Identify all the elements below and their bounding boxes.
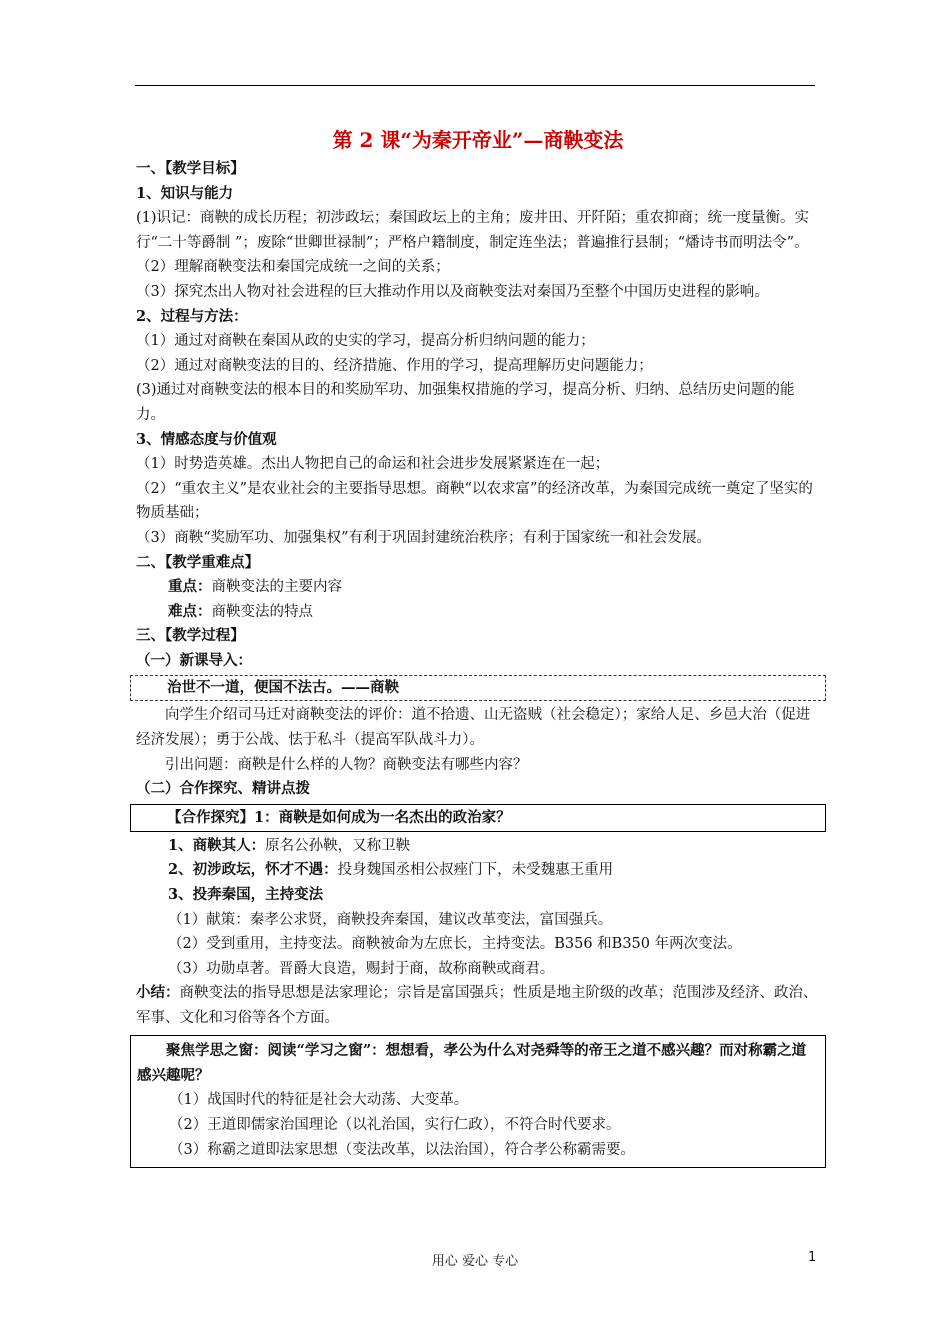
values-item-2: （2）“重农主义”是农业社会的主要指导思想。商鞅“以农求富”的经济改革，为秦国完成统一奠定了坚实的物质基础； <box>136 480 813 522</box>
key-point <box>136 575 820 600</box>
intro-paragraph: 向学生介绍司马迁对商鞅变法的评价：道不拾遗、山无盗贼（社会稳定）；家给人足、乡邑大治（促进经济发展）；勇于公战、怯于私斗（提高军队战斗力）。 <box>136 707 811 749</box>
section-process-heading: 三、【教学过程】 <box>136 627 245 645</box>
header-rule <box>135 85 815 86</box>
document-body <box>136 118 820 1170</box>
explore-heading: （二）合作探究、精讲点拨 <box>136 780 310 798</box>
intro-heading: （一）新课导入： <box>136 651 252 669</box>
difficult-point-label: 难点： <box>168 602 212 620</box>
explore-box <box>130 804 826 832</box>
knowledge-item-3: （3）探究杰出人物对社会进程的巨大推动作用以及商鞅变法对秦国乃至整个中国历史进程的影响。 <box>136 283 769 300</box>
process-item-1: （1）通过对商鞅在秦国从政的史实的学习，提高分析归纳问题的能力； <box>136 333 595 350</box>
lesson-title: 第 2 课“为秦开帝业”—商鞅变法 <box>332 128 624 152</box>
process-item-3: (3)通过对商鞅变法的根本目的和奖励军功、加强集权措施的学习，提高分析、归纳、总结历史问题的能力。 <box>136 382 795 423</box>
explore-sub-3: （3）功勋卓著。晋爵大良造，赐封于商，故称商鞅或商君。 <box>168 960 555 977</box>
focus-title: 聚焦学思之窗：阅读“学习之窗”：想想看，孝公为什么对尧舜等的帝王之道不感兴趣？而对称霸之道感兴趣呢？ <box>137 1041 807 1084</box>
explore-item-1-text: 原名公孙鞅，又称卫鞅 <box>265 837 411 854</box>
footer-motto: 用心 爱心 专心 <box>431 1254 519 1269</box>
knowledge-item-2: （2）理解商鞅变法和秦国完成统一之间的关系； <box>136 259 450 276</box>
focus-box <box>130 1035 826 1168</box>
focus-item-3: （3）称霸之道即法家思想（变法改革，以法治国），符合孝公称霸需要。 <box>169 1141 635 1158</box>
explore-item-2-text: 投身魏国丞相公叔痤门下，未受魏惠王重用 <box>337 862 614 879</box>
focus-item-1: （1）战国时代的特征是社会大动荡、大变革。 <box>169 1091 469 1108</box>
intro-question: 引出问题：商鞅是什么样的人物？商鞅变法有哪些内容？ <box>165 756 528 773</box>
process-item-2: （2）通过对商鞅变法的目的、经济措施、作用的学习，提高理解历史问题能力； <box>136 357 653 374</box>
summary <box>136 981 820 1030</box>
summary-text: 商鞅变法的指导思想是法家理论；宗旨是富国强兵；性质是地主阶级的改革；范围涉及经济、政治、军事、文化和习俗等各个方面。 <box>136 985 818 1026</box>
process-heading: 2、过程与方法： <box>136 307 248 325</box>
explore-item-1 <box>136 834 820 859</box>
intro-quote: 治世不一道，便国不法古。——商鞅 <box>167 679 399 697</box>
values-heading: 3、情感态度与价值观 <box>136 430 277 448</box>
difficult-point <box>136 600 820 625</box>
focus-item-2: （2）王道即儒家治国理论（以礼治国，实行仁政），不符合时代要求。 <box>169 1116 621 1133</box>
summary-label: 小结： <box>136 984 180 1002</box>
key-point-label: 重点： <box>168 578 212 596</box>
explore-item-1-label: 1、商鞅其人： <box>168 836 266 854</box>
difficult-point-text: 商鞅变法的特点 <box>211 603 313 620</box>
section-objectives-heading: 一、【教学目标】 <box>136 160 245 177</box>
explore-sub-1: （1）献策：秦孝公求贤，商鞅投奔秦国，建议改革变法，富国强兵。 <box>168 911 613 928</box>
explore-box-label: 【合作探究】 <box>167 808 254 826</box>
knowledge-item-1: (1)识记：商鞅的成长历程；初涉政坛；秦国政坛上的主角；废井田、开阡陌；重农抑商；统一度量衡。实行“二十等爵制 ”；废除“世卿世禄制”；严格户籍制度，制定连坐法；普遍推行县制；“燔诗书而明法令”。 <box>136 210 810 251</box>
section-keypoints-heading: 二、【教学重难点】 <box>136 553 260 571</box>
page-number: 1 <box>808 1250 817 1265</box>
explore-item-2 <box>136 858 820 883</box>
values-item-3: （3）商鞅“奖励军功、加强集权”有利于巩固封建统治秩序；有利于国家统一和社会发展。 <box>136 529 712 546</box>
explore-sub-2: （2）受到重用，主持变法。商鞅被命为左庶长，主持变法。B356 和B350 年两次变法。 <box>168 936 742 953</box>
explore-item-3: 3、投奔秦国，主持变法 <box>168 886 324 904</box>
explore-item-2-label: 2、初涉政坛，怀才不遇： <box>168 861 338 879</box>
explore-box-text: 1：商鞅是如何成为一名杰出的政治家？ <box>254 808 511 826</box>
knowledge-heading: 1、知识与能力 <box>136 184 234 202</box>
intro-quote-box <box>130 675 826 701</box>
values-item-1: （1）时势造英雄。杰出人物把自己的命运和社会进步发展紧紧连在一起； <box>136 456 610 473</box>
key-point-text: 商鞅变法的主要内容 <box>211 579 342 596</box>
